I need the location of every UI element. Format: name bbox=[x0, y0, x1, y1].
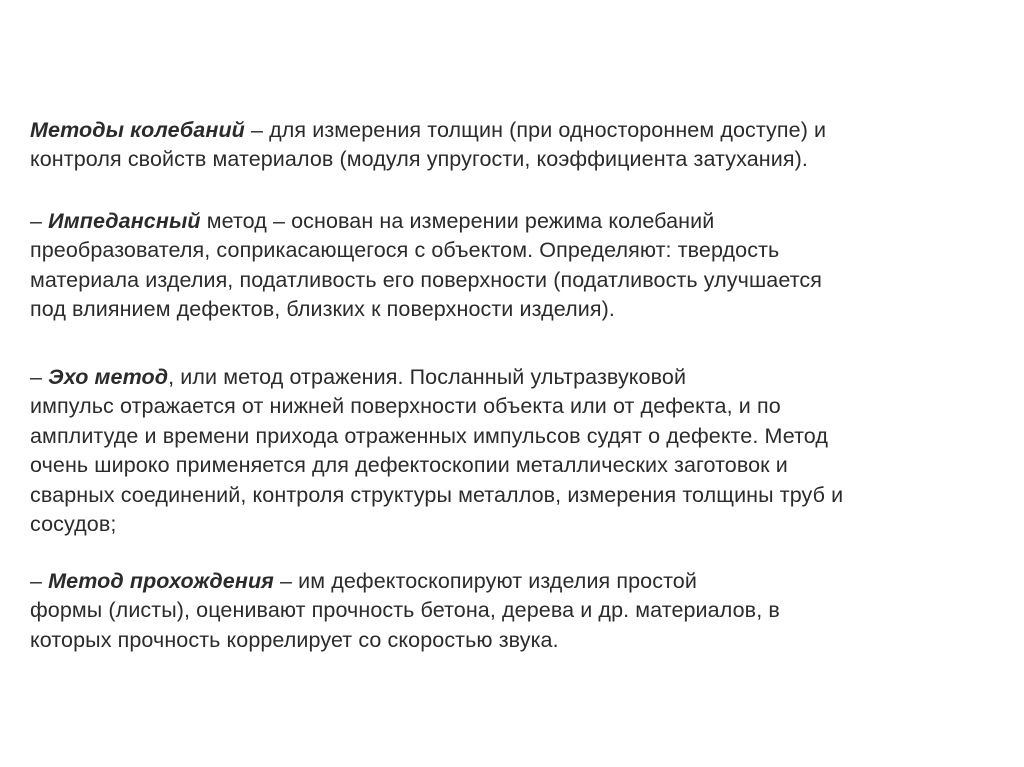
paragraph-impedance-method bbox=[30, 207, 1000, 325]
text-line: сварных соединений, контроля структуры металлов, измерения толщины труб и bbox=[30, 482, 844, 507]
lead-dash: – bbox=[30, 209, 49, 233]
text-line: преобразователя, соприкасающегося с объектом. Определяют: твердость bbox=[30, 238, 780, 263]
text-fragment: метод – основан на измерении режима колебаний bbox=[200, 209, 715, 233]
text-line: сосудов; bbox=[30, 512, 117, 537]
paragraph-echo-method bbox=[30, 363, 1000, 539]
text-fragment: – им дефектоскопируют изделия простой bbox=[273, 569, 697, 593]
paragraph-vibration-methods bbox=[30, 116, 1000, 175]
text-fragment: , или метод отражения. Посланный ультразвуковой bbox=[168, 365, 687, 389]
text-line bbox=[30, 207, 1000, 236]
term-transmission-method: Метод прохождения bbox=[48, 569, 274, 593]
term-vibration-methods: Методы колебаний bbox=[30, 118, 245, 142]
lead-dash: – bbox=[30, 569, 49, 593]
term-echo-method: Эхо метод bbox=[48, 365, 169, 389]
text-line: под влиянием дефектов, близких к поверхности изделия). bbox=[30, 297, 615, 322]
text-line: амплитуде и времени прихода отраженных импульсов судят о дефекте. Метод bbox=[30, 423, 829, 448]
text-line: импульс отражается от нижней поверхности объекта или от дефекта, и по bbox=[30, 394, 781, 419]
text-line: очень широко применяется для дефектоскопии металлических заготовок и bbox=[30, 453, 788, 478]
text-line bbox=[30, 567, 1000, 596]
paragraph-transmission-method bbox=[30, 567, 1000, 655]
term-impedance: Импедансный bbox=[48, 209, 201, 233]
text-line: материала изделия, податливость его поверхности (податливость улучшается bbox=[30, 267, 823, 292]
text-line: формы (листы), оценивают прочность бетона, дерева и др. материалов, в bbox=[30, 598, 780, 623]
text-line bbox=[30, 363, 1000, 392]
lead-dash: – bbox=[30, 365, 49, 389]
text-fragment: – для измерения толщин (при одностороннем доступе) и bbox=[244, 118, 827, 142]
text-line: контроля свойств материалов (модуля упругости, коэффициента затухания). bbox=[30, 147, 808, 172]
text-line bbox=[30, 116, 1000, 145]
text-line: которых прочность коррелирует со скоростью звука. bbox=[30, 627, 559, 652]
